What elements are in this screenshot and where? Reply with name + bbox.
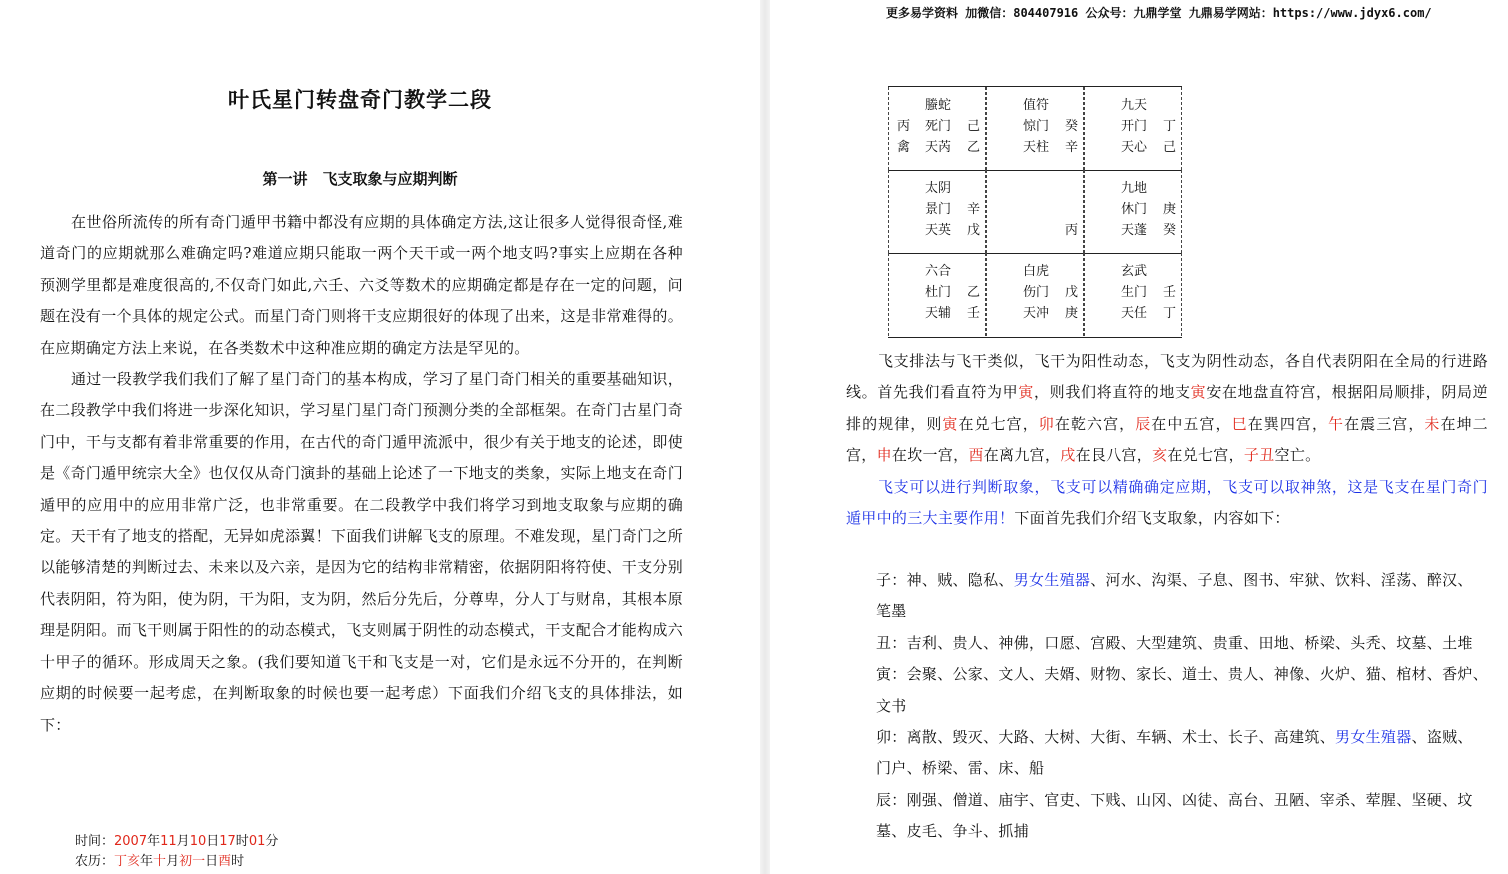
- palace-door: 休门: [1121, 202, 1148, 217]
- palace-god: 白虎: [1023, 264, 1050, 279]
- branch-symbol-entry: 丑：吉利、贵人、神佛，口愿、宫殿、大型建筑、贵重、田地、桥梁、头秃、坟墓、土堆: [876, 633, 1473, 652]
- palace-god: 玄武: [1121, 264, 1148, 279]
- palace-god: 值符: [1023, 98, 1050, 113]
- palace-cell: [888, 170, 986, 253]
- palace-earth-stem: 丁: [1163, 306, 1177, 321]
- branch-position: 在巽四宫，: [1247, 414, 1329, 433]
- palace-star: 天心: [1121, 140, 1148, 155]
- branch-symbol-entry: 卯：离散、毁灭、大路、大树、大街、车辆、术士、长子、高建筑、男女生殖器、盗贼、门户、桥梁、雷、床、船: [876, 728, 1473, 778]
- palace-earth-stem: 己: [1163, 140, 1177, 155]
- palace-god: 九地: [1121, 181, 1148, 196]
- palace-cell: [1084, 170, 1182, 253]
- palace-cell: [986, 87, 1084, 170]
- palace-earth-stem: 丙: [1065, 223, 1079, 238]
- palace-heaven-stem: 己: [967, 119, 981, 134]
- branch-position: 在坎一宫，: [891, 446, 969, 465]
- palace-star: 天蓬: [1121, 223, 1148, 238]
- paragraph: 通过一段教学我们我们了解了星门奇门的基本构成，学习了星门奇门相关的重要基础知识，在二段教学中我们将进一步深化知识，学习星门星门奇门预测分类的全部框架。在奇门古星门奇门中，干与支都有着非常重要的作用，在古代的奇门遁甲流派中，很少有关于地支的论述，即使是《奇门遁甲统宗大全》也仅仅从奇门演卦的基础上论述了一下地支的类象，实际上地支在奇门遁甲的应用中的应用非常广泛，也非常重要。在二段教学中我们将学习到地支取象与应期的确定。天干有了地支的搭配，无异如虎添翼！下面我们讲解飞支的原理。不难发现，星门奇门之所以能够清楚的判断过去、未来以及六亲，是因为它的结构非常精密，依据阴阳将符使、干支分别代表阴阳，符为阳，使为阴，干为阳，支为阴，然后分先后，分尊卑，分人丁与财帛，其根本原理是阴阳。而飞干则属于阳性的的动态模式，飞支则属于阴性的动态模式，干支配合才能构成六十甲子的循环。形成周天之象。(我们要知道飞干和飞支是一对，它们是永远不分开的，在判断应期的时候要一起考虑，在判断取象的时候也要一起考虑）下面我们介绍飞支的具体排法，如下：: [40, 370, 684, 734]
- branch-char: 巳: [1231, 414, 1248, 433]
- branch-position: 在兑七宫，: [1167, 446, 1244, 465]
- palace-heaven-stem: 丁: [1163, 119, 1177, 134]
- flying-branch-method: [846, 346, 1488, 534]
- page-header: 更多易学资料 加微信：804407916 公众号：九鼎学堂 九鼎易学网站：https://www.jdyx6.com/: [886, 6, 1432, 20]
- branch-position: 在兑七宫，: [958, 414, 1039, 433]
- branch-position: 在艮八宫，: [1075, 446, 1153, 465]
- palace-door: 杜门: [925, 285, 952, 300]
- palace-door: 景门: [925, 202, 952, 217]
- palace-earth-stem: 庚: [1065, 306, 1079, 321]
- branch-position: 在中五宫，: [1151, 414, 1232, 433]
- palace-cell: [888, 253, 986, 336]
- palace-cell: [1084, 253, 1182, 336]
- branch-char: 未: [1424, 414, 1441, 433]
- palace-door: 惊门: [1023, 119, 1050, 134]
- branch-position: 空亡。: [1274, 446, 1321, 465]
- branch-char: 子丑: [1243, 446, 1275, 465]
- lecture-subtitle: 第一讲 飞支取象与应期判断: [262, 170, 458, 188]
- branch-symbol-entry: 辰：刚强、僧道、庙宇、官吏、下贱、山冈、凶徒、高台、丑陋、宰杀、荤腥、坚硬、坟墓、皮毛、争斗、抓捕: [876, 790, 1473, 841]
- branch-char: 午: [1328, 414, 1345, 433]
- branch-char: 卯: [1038, 414, 1055, 433]
- palace-heaven-stem: 乙: [967, 285, 981, 300]
- palace-star: 天柱: [1023, 140, 1050, 155]
- solar-time-line: 时间：2007年11月10日17时01分: [75, 834, 279, 849]
- palace-heaven-stem: 壬: [1163, 285, 1177, 300]
- palace-door: 伤门: [1023, 285, 1050, 300]
- qimen-chart-grid: [888, 86, 1182, 338]
- palace-earth-stem: 癸: [1163, 223, 1177, 238]
- chart-time-footer: [75, 832, 278, 872]
- branch-char: 亥: [1152, 446, 1168, 465]
- palace-earth-stem: 乙: [967, 140, 981, 155]
- branch-symbolism-list: [876, 565, 1488, 848]
- branch-position: 在离九宫，: [983, 446, 1061, 465]
- palace-earth-stem: 壬: [967, 306, 981, 321]
- branch-char: 辰: [1135, 414, 1152, 433]
- branch-position: 在坤二宫，: [846, 414, 1488, 465]
- branch-char: 戌: [1060, 446, 1076, 465]
- page-gap: [760, 0, 770, 874]
- palace-god: 螣蛇: [925, 98, 952, 113]
- branch-char: 寅: [942, 414, 959, 433]
- palace-heaven-stem: 辛: [967, 202, 981, 217]
- paragraph: 飞支排法与飞干类似，飞干为阳性动态，飞支为阴性动态，各自代表阴阳在全局的行进路线。首先我们看直符为甲寅，则我们将直符的地支寅安在地盘直符宫，根据阳局顺排，阴局逆排的规律，则寅在兑七宫，卯在乾六宫，辰在中五宫，巳在巽四宫，午在震三宫，未在坤二宫，申在坎一宫，酉在离九宫，戌在艮八宫，亥在兑七宫，子丑空亡。: [846, 352, 1488, 465]
- palace-door: 开门: [1121, 119, 1148, 134]
- palace-heaven-stem: 戊: [1065, 285, 1079, 300]
- paragraph: 飞支可以进行判断取象，飞支可以精确确定应期，飞支可以取神煞，这是飞支在星门奇门遁甲中的三大主要作用！下面首先我们介绍飞支取象，内容如下：: [846, 477, 1488, 528]
- palace-heaven-stem: 癸: [1065, 119, 1079, 134]
- right-page: [770, 0, 1508, 874]
- palace-heaven-stem: 庚: [1163, 202, 1177, 217]
- branch-position: 在震三宫，: [1344, 414, 1425, 433]
- palace-star: 天芮: [925, 140, 952, 155]
- palace-star: 天辅: [925, 306, 952, 321]
- palace-door: 生门: [1121, 285, 1148, 300]
- branch-char: 申: [876, 446, 892, 465]
- branch-char: 酉: [968, 446, 984, 465]
- palace-star: 天英: [925, 223, 952, 238]
- palace-god: 太阴: [925, 181, 952, 196]
- palace-cell: [888, 87, 986, 170]
- palace-god: 九天: [1121, 98, 1148, 113]
- palace-god: 六合: [925, 264, 952, 279]
- palace-earth-stem: 戊: [967, 223, 981, 238]
- branch-symbol-entry: 寅：会聚、公家、文人、夫婿、财物、家长、道士、贵人、神像、火炉、猫、棺材、香炉、文书: [876, 665, 1489, 715]
- palace-cell: [986, 170, 1084, 253]
- palace-cell: [986, 253, 1084, 336]
- document-title: 叶氏星门转盘奇门教学二段: [228, 87, 492, 112]
- palace-cell: [1084, 87, 1182, 170]
- branch-sequence: [846, 415, 1488, 464]
- palace-star: 天任: [1121, 306, 1148, 321]
- branch-symbol-entry: 子：神、贼、隐私、男女生殖器、河水、沟渠、子息、图书、牢狱、饮料、淫荡、醉汉、笔墨: [876, 571, 1473, 621]
- intro-text: [40, 207, 683, 741]
- branch-position: 在乾六宫，: [1054, 414, 1136, 433]
- palace-stem-left: 丙: [897, 119, 911, 134]
- palace-earth-stem: 辛: [1065, 140, 1079, 155]
- palace-star: 天冲: [1023, 306, 1050, 321]
- lunar-time-line: 农历：丁亥年十月初一日酉时: [75, 854, 245, 869]
- palace-door: 死门: [925, 119, 952, 134]
- palace-star-left: 禽: [897, 140, 911, 155]
- paragraph: 在世俗所流传的所有奇门遁甲书籍中都没有应期的具体确定方法,这让很多人觉得很奇怪,难道奇门的应期就那么难确定吗?难道应期只能取一两个天干或一两个地支吗?事实上应期在各种预测学里都是难度很高的,不仅奇门如此,六壬、六爻等数术的应期确定都是存在一定的问题，问题在没有一个具体的规定公式。而星门奇门则将干支应期很好的体现了出来，这是非常难得的。在应期确定方法上来说，在各类数术中这种准应期的确定方法是罕见的。: [40, 213, 683, 357]
